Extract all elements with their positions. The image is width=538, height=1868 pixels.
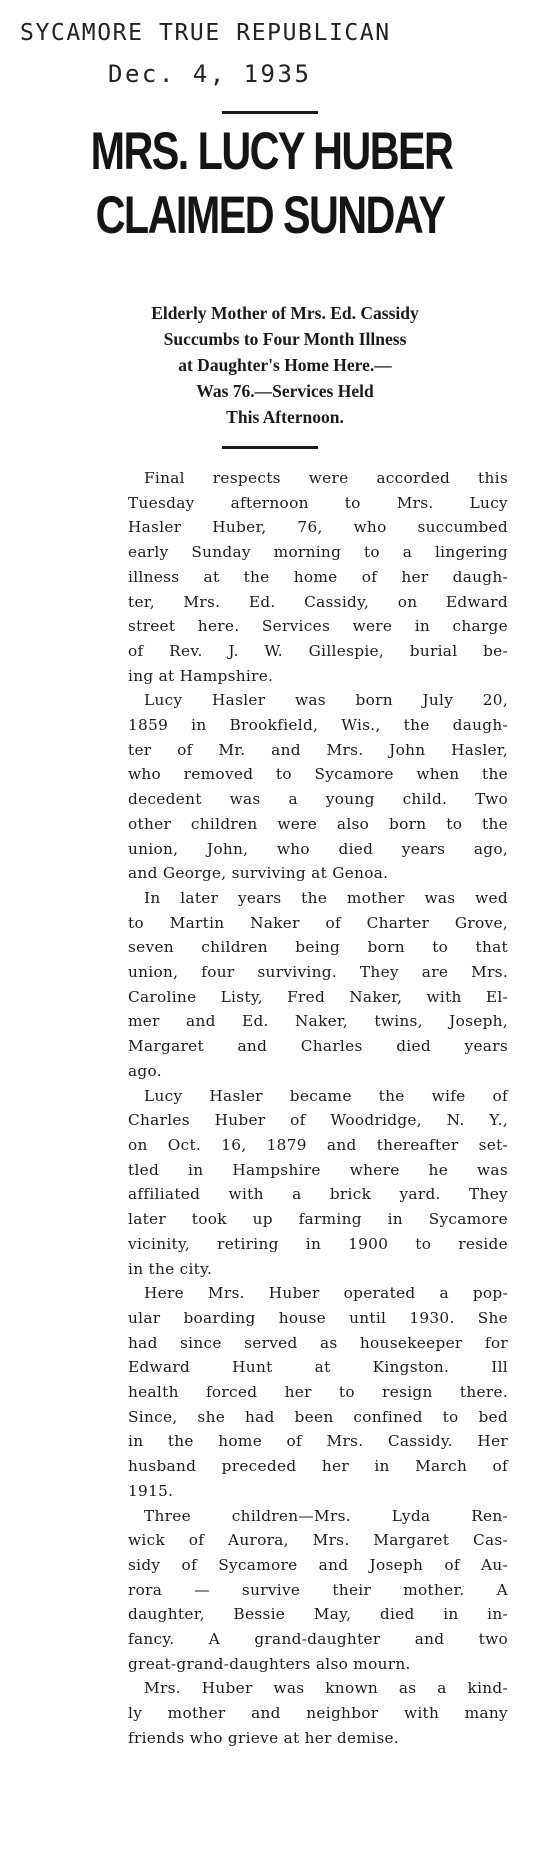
article-line: Margaret and Charles died years <box>128 1037 508 1056</box>
article-line: Lucy Hasler was born July 20, <box>144 691 508 710</box>
article-line: great-grand-daughters also mourn. <box>128 1654 411 1673</box>
article-line: Mrs. Huber was known as a kind- <box>144 1679 508 1698</box>
article-line: seven children being born to that <box>128 938 508 957</box>
article-body <box>128 466 508 1751</box>
article-line: ing at Hampshire. <box>128 666 274 685</box>
article-line: ter, Mrs. Ed. Cassidy, on Edward <box>128 592 508 611</box>
article-line: ter of Mr. and Mrs. John Hasler, <box>128 740 508 759</box>
article-line: ular boarding house until 1930. She <box>128 1308 508 1327</box>
article-line: affiliated with a brick yard. They <box>128 1185 508 1204</box>
article-line: daughter, Bessie May, died in in- <box>128 1605 508 1624</box>
article-line: Lucy Hasler became the wife of <box>144 1086 508 1105</box>
article-line: Edward Hunt at Kingston. Ill <box>128 1358 508 1377</box>
subheadline-line: This Afternoon. <box>226 407 344 427</box>
article-line: Here Mrs. Huber operated a pop- <box>144 1284 508 1303</box>
article-line: In later years the mother was wed <box>144 888 508 907</box>
article-line: Hasler Huber, 76, who succumbed <box>128 518 508 537</box>
article-paragraph <box>128 1084 508 1282</box>
article-line: 1915. <box>128 1481 174 1500</box>
article-line: illness at the home of her daugh- <box>128 567 508 586</box>
issue-date: Dec. 4, 1935 <box>108 60 312 88</box>
article-line: Three children—Mrs. Lyda Ren- <box>144 1506 508 1525</box>
article-line: street here. Services were in charge <box>128 617 508 636</box>
subheadline-line: Elderly Mother of Mrs. Ed. Cassidy <box>151 303 419 323</box>
article-line: rora — survive their mother. A <box>128 1580 508 1599</box>
article-line: union, John, who died years ago, <box>128 839 508 858</box>
article-line: union, four surviving. They are Mrs. <box>128 963 508 982</box>
article-line: 1859 in Brookfield, Wis., the daugh- <box>128 716 508 735</box>
subheadline-line: Succumbs to Four Month Illness <box>163 329 407 349</box>
article-line: and George, surviving at Genoa. <box>128 864 389 883</box>
article-paragraph <box>128 688 508 886</box>
article-line: had since served as housekeeper for <box>128 1333 508 1352</box>
article-line: vicinity, retiring in 1900 to reside <box>128 1234 508 1253</box>
article-paragraph <box>128 1281 508 1503</box>
article-line: who removed to Sycamore when the <box>128 765 508 784</box>
article-line: Final respects were accorded this <box>144 469 508 487</box>
article-line: sidy of Sycamore and Joseph of Au- <box>128 1555 508 1574</box>
article-line: of Rev. J. W. Gillespie, burial be- <box>128 641 508 660</box>
headline-line: MRS. LUCY HUBER <box>90 122 453 181</box>
newspaper-name: SYCAMORE TRUE REPUBLICAN <box>20 20 391 46</box>
article-line: to Martin Naker of Charter Grove, <box>128 913 508 932</box>
article-line: mer and Ed. Naker, twins, Joseph, <box>128 1012 508 1031</box>
article-line: in the city. <box>128 1259 213 1278</box>
article-line: fancy. A grand-daughter and two <box>128 1630 508 1649</box>
article-line: on Oct. 16, 1879 and thereafter set- <box>128 1135 508 1154</box>
subheadline-line: Was 76.—Services Held <box>196 381 374 401</box>
article-line: early Sunday morning to a lingering <box>128 543 508 562</box>
article-line: ago. <box>128 1061 162 1080</box>
article-line: ly mother and neighbor with many <box>128 1704 508 1723</box>
subheadline <box>80 300 490 430</box>
article-line: other children were also born to the <box>128 814 508 833</box>
article-line: wick of Aurora, Mrs. Margaret Cas- <box>128 1531 508 1550</box>
headline-line: CLAIMED SUNDAY <box>95 186 445 245</box>
article-paragraph <box>128 1504 508 1677</box>
article-paragraph <box>128 886 508 1084</box>
article-line: tled in Hampshire where he was <box>128 1160 508 1179</box>
article-line: Charles Huber of Woodridge, N. Y., <box>128 1111 508 1130</box>
article-paragraph <box>128 466 508 688</box>
article-line: Tuesday afternoon to Mrs. Lucy <box>128 493 508 512</box>
section-divider <box>222 446 318 449</box>
article-line: Since, she had been confined to bed <box>128 1407 508 1426</box>
headline <box>90 120 453 248</box>
subheadline-line: at Daughter's Home Here.— <box>178 355 392 375</box>
article-line: decedent was a young child. Two <box>128 790 508 809</box>
article-line: friends who grieve at her demise. <box>128 1728 400 1747</box>
article-line: husband preceded her in March of <box>128 1457 508 1476</box>
article-line: health forced her to resign there. <box>128 1383 508 1402</box>
top-divider <box>222 111 318 114</box>
article-paragraph <box>128 1676 508 1750</box>
article-line: in the home of Mrs. Cassidy. Her <box>128 1432 508 1451</box>
article-line: later took up farming in Sycamore <box>128 1210 508 1229</box>
article-line: Caroline Listy, Fred Naker, with El- <box>128 987 508 1006</box>
